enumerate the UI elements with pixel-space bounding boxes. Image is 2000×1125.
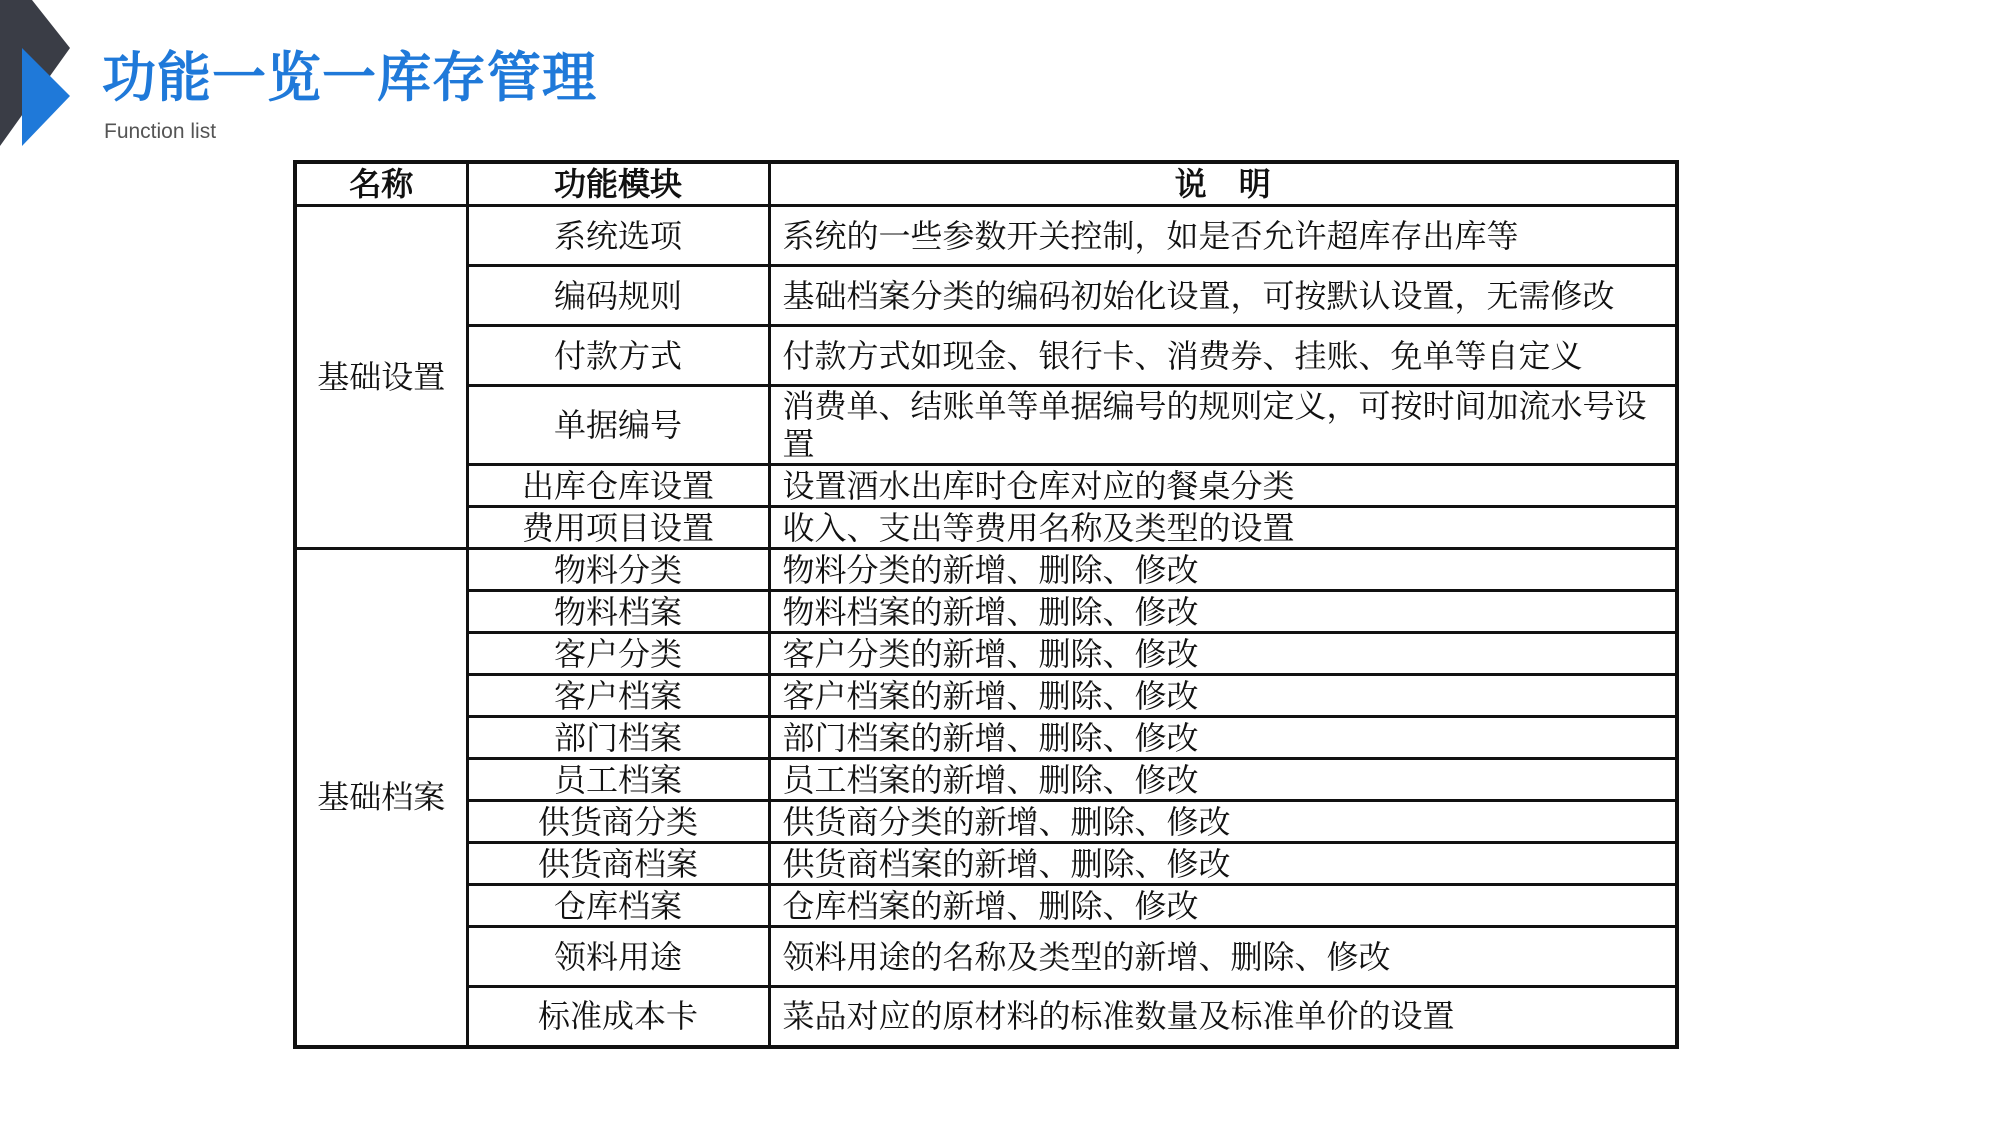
module-cell: 领料用途	[467, 927, 769, 987]
table-row	[295, 507, 1677, 549]
table-row	[295, 386, 1677, 465]
page-subtitle: Function list	[104, 120, 217, 143]
table-row	[295, 759, 1677, 801]
page-title: 功能一览一库存管理	[102, 46, 597, 109]
group-name-cell: 基础档案	[295, 549, 467, 1047]
description-cell: 物料档案的新增、删除、修改	[769, 591, 1677, 633]
description-cell: 领料用途的名称及类型的新增、删除、修改	[769, 927, 1677, 987]
table-row	[295, 927, 1677, 987]
module-cell: 供货商分类	[467, 801, 769, 843]
module-cell: 系统选项	[467, 206, 769, 266]
module-cell: 标准成本卡	[467, 987, 769, 1047]
group-name-cell: 基础设置	[295, 206, 467, 549]
table-row	[295, 717, 1677, 759]
table-row	[295, 326, 1677, 386]
table-row	[295, 843, 1677, 885]
table-row	[295, 675, 1677, 717]
module-cell: 单据编号	[467, 386, 769, 465]
module-cell: 员工档案	[467, 759, 769, 801]
module-cell: 付款方式	[467, 326, 769, 386]
module-cell: 出库仓库设置	[467, 465, 769, 507]
table-row	[295, 591, 1677, 633]
description-cell: 仓库档案的新增、删除、修改	[769, 885, 1677, 927]
description-cell: 消费单、结账单等单据编号的规则定义，可按时间加流水号设置	[769, 386, 1677, 465]
description-cell: 部门档案的新增、删除、修改	[769, 717, 1677, 759]
table-row	[295, 633, 1677, 675]
table-row	[295, 206, 1677, 266]
module-cell: 编码规则	[467, 266, 769, 326]
function-table-container	[293, 160, 1679, 1049]
description-cell: 供货商档案的新增、删除、修改	[769, 843, 1677, 885]
module-cell: 物料分类	[467, 549, 769, 591]
header-name: 名称	[295, 162, 467, 206]
description-cell: 菜品对应的原材料的标准数量及标准单价的设置	[769, 987, 1677, 1047]
description-cell: 系统的一些参数开关控制，如是否允许超库存出库等	[769, 206, 1677, 266]
table-row	[295, 266, 1677, 326]
table-body	[295, 206, 1677, 1047]
module-cell: 供货商档案	[467, 843, 769, 885]
description-cell: 客户档案的新增、删除、修改	[769, 675, 1677, 717]
module-cell: 客户档案	[467, 675, 769, 717]
description-cell: 客户分类的新增、删除、修改	[769, 633, 1677, 675]
table-row	[295, 465, 1677, 507]
table-row	[295, 885, 1677, 927]
header-description: 说 明	[769, 162, 1677, 206]
description-cell: 供货商分类的新增、删除、修改	[769, 801, 1677, 843]
description-cell: 员工档案的新增、删除、修改	[769, 759, 1677, 801]
module-cell: 客户分类	[467, 633, 769, 675]
table-row	[295, 549, 1677, 591]
module-cell: 费用项目设置	[467, 507, 769, 549]
module-cell: 仓库档案	[467, 885, 769, 927]
table-header-row	[295, 162, 1677, 206]
header-arrow-graphic	[0, 0, 80, 150]
module-cell: 部门档案	[467, 717, 769, 759]
description-cell: 基础档案分类的编码初始化设置，可按默认设置，无需修改	[769, 266, 1677, 326]
module-cell: 物料档案	[467, 591, 769, 633]
header-module: 功能模块	[467, 162, 769, 206]
table-row	[295, 801, 1677, 843]
description-cell: 收入、支出等费用名称及类型的设置	[769, 507, 1677, 549]
description-cell: 付款方式如现金、银行卡、消费券、挂账、免单等自定义	[769, 326, 1677, 386]
description-cell: 设置酒水出库时仓库对应的餐桌分类	[769, 465, 1677, 507]
function-table	[293, 160, 1679, 1049]
table-row	[295, 987, 1677, 1047]
description-cell: 物料分类的新增、删除、修改	[769, 549, 1677, 591]
